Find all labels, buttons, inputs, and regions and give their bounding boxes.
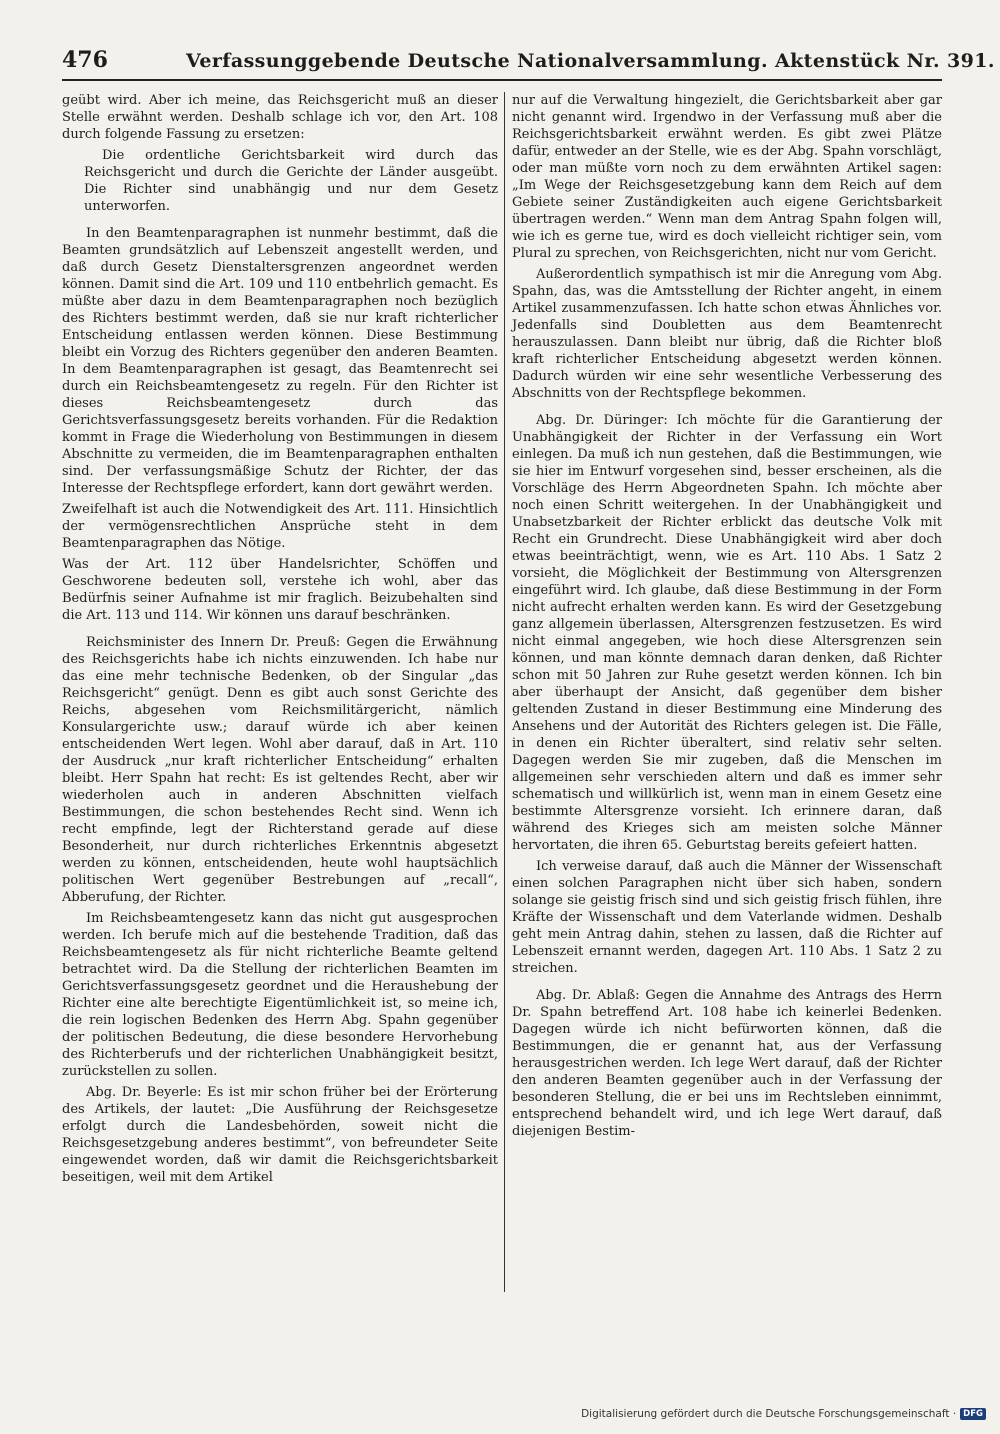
page-title: Verfassunggebende Deutsche Nationalversammlung. Aktenstück Nr. 391. xyxy=(186,50,995,72)
paragraph: nur auf die Verwaltung hingezielt, die Gerichtsbarkeit aber gar nicht genannt wird. Irgendwo in der Verfassung muß aber die Reichsgerichtsbarkeit erwähnt werden. Es gibt zwei Plätze dafür, entweder an der Stelle, wie es der Abg. Spahn vorschlägt, oder man müßte vorn noch zu dem erwähnten Artikel sagen: „Im Wege der Reichsgesetzgebung kann dem Reich auf dem Gebiete seiner Zuständigkeiten auch eigene Gerichtsbarkeit übertragen werden.“ Wenn man dem Antrag Spahn folgen will, wie ich es gerne tue, wird es doch vielleicht richtiger sein, vom Plural zu sprechen, von Reichsgerichten, nicht nur vom Gericht. xyxy=(512,93,942,261)
paragraph: Abg. Dr. Beyerle: Es ist mir schon früher bei der Erörterung des Artikels, der lautet: „Die Ausführung der Reichsgesetze erfolgt durch die Landesbehörden, soweit nicht die Reichsgesetzgebung anderes bestimmt“, von befreundeter Seite eingewendet worden, daß wir damit die Reichsgerichtsbarkeit beseitigen, weil mit dem Artikel xyxy=(62,1085,498,1185)
dfg-logo: DFG xyxy=(960,1408,986,1420)
paragraph: Abg. Dr. Düringer: Ich möchte für die Garantierung der Unabhängigkeit der Richter in der Verfassung ein Wort einlegen. Da muß ich nun gestehen, daß die Bestimmungen, wie sie hier im Entwurf vorgesehen sind, besser erscheinen, als die Vorschläge des Herrn Abgeordneten Spahn. Ich möchte aber noch einen Schritt weitergehen. In der Unabhängigkeit und Unabsetzbarkeit der Richter erblickt das deutsche Volk mit Recht ein Grundrecht. Diese Unabhängigkeit wird aber doch etwas beeinträchtigt, wenn, wie es Art. 110 Abs. 1 Satz 2 vorsieht, die Möglichkeit der Bestimmung von Altersgrenzen eingeführt wird. Ich glaube, daß diese Bestimmung in der Form nicht aufrecht erhalten werden kann. Es wird der Gesetzgebung ganz allgemein überlassen, Altersgrenzen festzusetzen. Es wird nicht einmal angegeben, wie hoch diese Altersgrenzen sein können, und man könnte demnach daran denken, daß Richter schon mit 50 Jahren zur Ruhe gesetzt werden können. Ich bin aber überhaupt der Ansicht, daß gegenüber dem bisher geltenden Zustand in dieser Bestimmung eine Minderung des Ansehens und der Autorität des Richters gelegen ist. Die Fälle, in denen ein Richter überaltert, sind relativ sehr selten. Dagegen werden Sie mir zugeben, daß die Menschen im allgemeinen sehr verschieden altern und daß es immer sehr schematisch und willkürlich ist, wenn man in einem Gesetz eine bestimmte Altersgrenze vorsieht. Ich erinnere daran, daß während des Krieges sich am meisten solche Männer hervortaten, die ihren 65. Geburtstag bereits gefeiert hatten. xyxy=(512,413,942,853)
paragraph: Die ordentliche Gerichtsbarkeit wird durch das Reichsgericht und durch die Gerichte der Länder ausgeübt. Die Richter sind unabhängig und nur dem Gesetz unterworfen. xyxy=(84,148,498,214)
left-column xyxy=(62,92,498,1190)
right-column xyxy=(512,92,942,1144)
paragraph: geübt wird. Aber ich meine, das Reichsgericht muß an dieser Stelle erwähnt werden. Deshalb schlage ich vor, den Art. 108 durch folgende Fassung zu ersetzen: xyxy=(62,93,498,142)
paragraph: Zweifelhaft ist auch die Notwendigkeit des Art. 111. Hinsichtlich der vermögensrechtlichen Ansprüche steht in dem Beamtenparagraphen das Nötige. xyxy=(62,502,498,551)
paragraph: Im Reichsbeamtengesetz kann das nicht gut ausgesprochen werden. Ich berufe mich auf die bestehende Tradition, daß das Reichsbeamtengesetz als für nicht richterliche Beamte geltend betrachtet wird. Da die Stellung der richterlichen Beamten im Gerichtsverfassungsgesetz geordnet und die Heraushebung der Richter eine alte berechtigte Eigentümlichkeit ist, so meine ich, die rein logischen Bedenken des Herrn Abg. Spahn gegenüber der politischen Bedeutung, die diese besondere Hervorhebung des Richterberufs und der richterlichen Unabhängigkeit besitzt, zurückstellen zu sollen. xyxy=(62,911,498,1079)
paragraph: Außerordentlich sympathisch ist mir die Anregung vom Abg. Spahn, das, was die Amtsstellung der Richter angeht, in einem Artikel zusammenzufassen. Ich hatte schon etwas Ähnliches vor. Jedenfalls sind Doubletten aus dem Beamtenrecht herauszulassen. Dann bleibt nur übrig, daß die Richter bloß kraft richterlicher Entscheidung abgesetzt werden können. Dadurch würden wir eine sehr wesentliche Verbesserung des Abschnitts von der Rechtspflege bekommen. xyxy=(512,267,942,401)
paragraph: Abg. Dr. Ablaß: Gegen die Annahme des Antrags des Herrn Dr. Spahn betreffend Art. 108 habe ich keinerlei Bedenken. Dagegen würde ich nicht befürworten können, daß die Bestimmungen, die er genannt hat, aus der Verfassung herausgestrichen werden. Ich lege Wert darauf, daß der Richter den anderen Beamten gegenüber auch in der Verfassung der besonderen Stellung, die er bei uns im Rechtsleben einnimmt, entsprechend behandelt wird, und ich lege Wert darauf, daß diejenigen Bestim- xyxy=(512,988,942,1139)
paragraph: Reichsminister des Innern Dr. Preuß: Gegen die Erwähnung des Reichsgerichts habe ich nichts einzuwenden. Ich habe nur das eine mehr technische Bedenken, ob der Singular „das Reichsgericht“ genügt. Denn es gibt auch sonst Gerichte des Reichs, abgesehen vom Reichsmilitärgericht, nämlich Konsulargerichte usw.; darauf würde ich aber keinen entscheidenden Wert legen. Wohl aber darauf, daß in Art. 110 der Ausdruck „nur kraft richterlicher Entscheidung“ erhalten bleibt. Herr Spahn hat recht: Es ist geltendes Recht, aber wir wiederholen auch in anderen Abschnitten vielfach Bestimmungen, die schon bestehendes Recht sind. Wenn ich recht empfinde, legt der Richterstand gerade auf diese Besonderheit, nur durch richterliches Erkenntnis abgesetzt werden zu können, entscheidenden, heute wohl hauptsächlich politischen Wert gegenüber Bestrebungen auf „recall“, Abberufung, der Richter. xyxy=(62,635,498,905)
paragraph: Was der Art. 112 über Handelsrichter, Schöffen und Geschworene bedeuten soll, verstehe ich wohl, aber das Bedürfnis seiner Aufnahme ist mir fraglich. Beizubehalten sind die Art. 113 und 114. Wir können uns darauf beschränken. xyxy=(62,557,498,623)
paragraph: Ich verweise darauf, daß auch die Männer der Wissenschaft einen solchen Paragraphen nicht über sich haben, sondern solange sie geistig frisch sind und sich geistig frisch fühlen, ihre Kräfte der Wissenschaft und dem Vaterlande widmen. Deshalb geht mein Antrag dahin, stehen zu lassen, daß die Richter auf Lebenszeit ernannt werden, dagegen Art. 110 Abs. 1 Satz 2 zu streichen. xyxy=(512,859,942,976)
footer xyxy=(581,1408,986,1420)
page-header xyxy=(62,45,995,81)
column-divider xyxy=(504,92,505,1292)
footer-credit: Digitalisierung gefördert durch die Deutsche Forschungsgemeinschaft · xyxy=(581,1408,957,1420)
paragraph: In den Beamtenparagraphen ist nunmehr bestimmt, daß die Beamten grundsätzlich auf Lebenszeit angestellt werden, und daß durch Gesetz Dienstaltersgrenzen angeordnet werden können. Damit sind die Art. 109 und 110 entbehrlich gemacht. Es müßte aber dazu in dem Beamtenparagraphen noch bezüglich des Richters bestimmt werden, daß sie nur kraft richterlicher Entscheidung entlassen werden können. Diese Bestimmung bleibt ein Vorzug des Richters gegenüber den anderen Beamten. In dem Beamtenparagraphen ist gesagt, das Beamtenrecht sei durch ein Reichsbeamtengesetz zu regeln. Für den Richter ist dieses Reichsbeamtengesetz durch das Gerichtsverfassungsgesetz bereits vorhanden. Für die Redaktion kommt in Frage die Wiederholung von Bestimmungen in diesem Abschnitte zu vermeiden, die im Beamtenparagraphen enthalten sind. Der verfassungsmäßige Schutz der Richter, der das Interesse der Rechtspflege erfordert, kann dort gewährt werden. xyxy=(62,226,498,496)
page-number: 476 xyxy=(62,47,108,73)
